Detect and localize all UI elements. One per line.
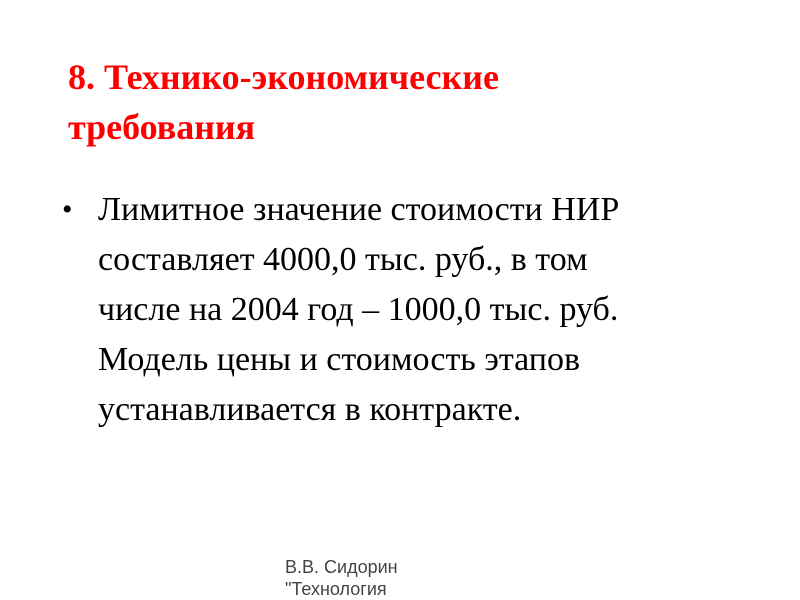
bullet-text-line: устанавливается в контракте. xyxy=(98,391,522,428)
bullet-item xyxy=(60,185,760,435)
slide-title-line: 8. Технико-экономические xyxy=(68,57,499,97)
footer-author: В.В. Сидорин xyxy=(285,557,398,577)
bullet-text-line: составляет 4000,0 тыс. руб., в том xyxy=(98,241,588,278)
slide-footer xyxy=(285,556,505,600)
bullet-list xyxy=(60,185,760,435)
bullet-text-line: Модель цены и стоимость этапов xyxy=(98,341,581,378)
bullet-text-line: числе на 2004 год – 1000,0 тыс. руб. xyxy=(98,291,619,328)
slide-title xyxy=(68,52,748,152)
bullet-icon: • xyxy=(62,193,73,226)
footer-topic: "Технология xyxy=(285,579,387,599)
slide-title-line: требования xyxy=(68,107,256,147)
bullet-text-line: Лимитное значение стоимости НИР xyxy=(98,191,620,228)
